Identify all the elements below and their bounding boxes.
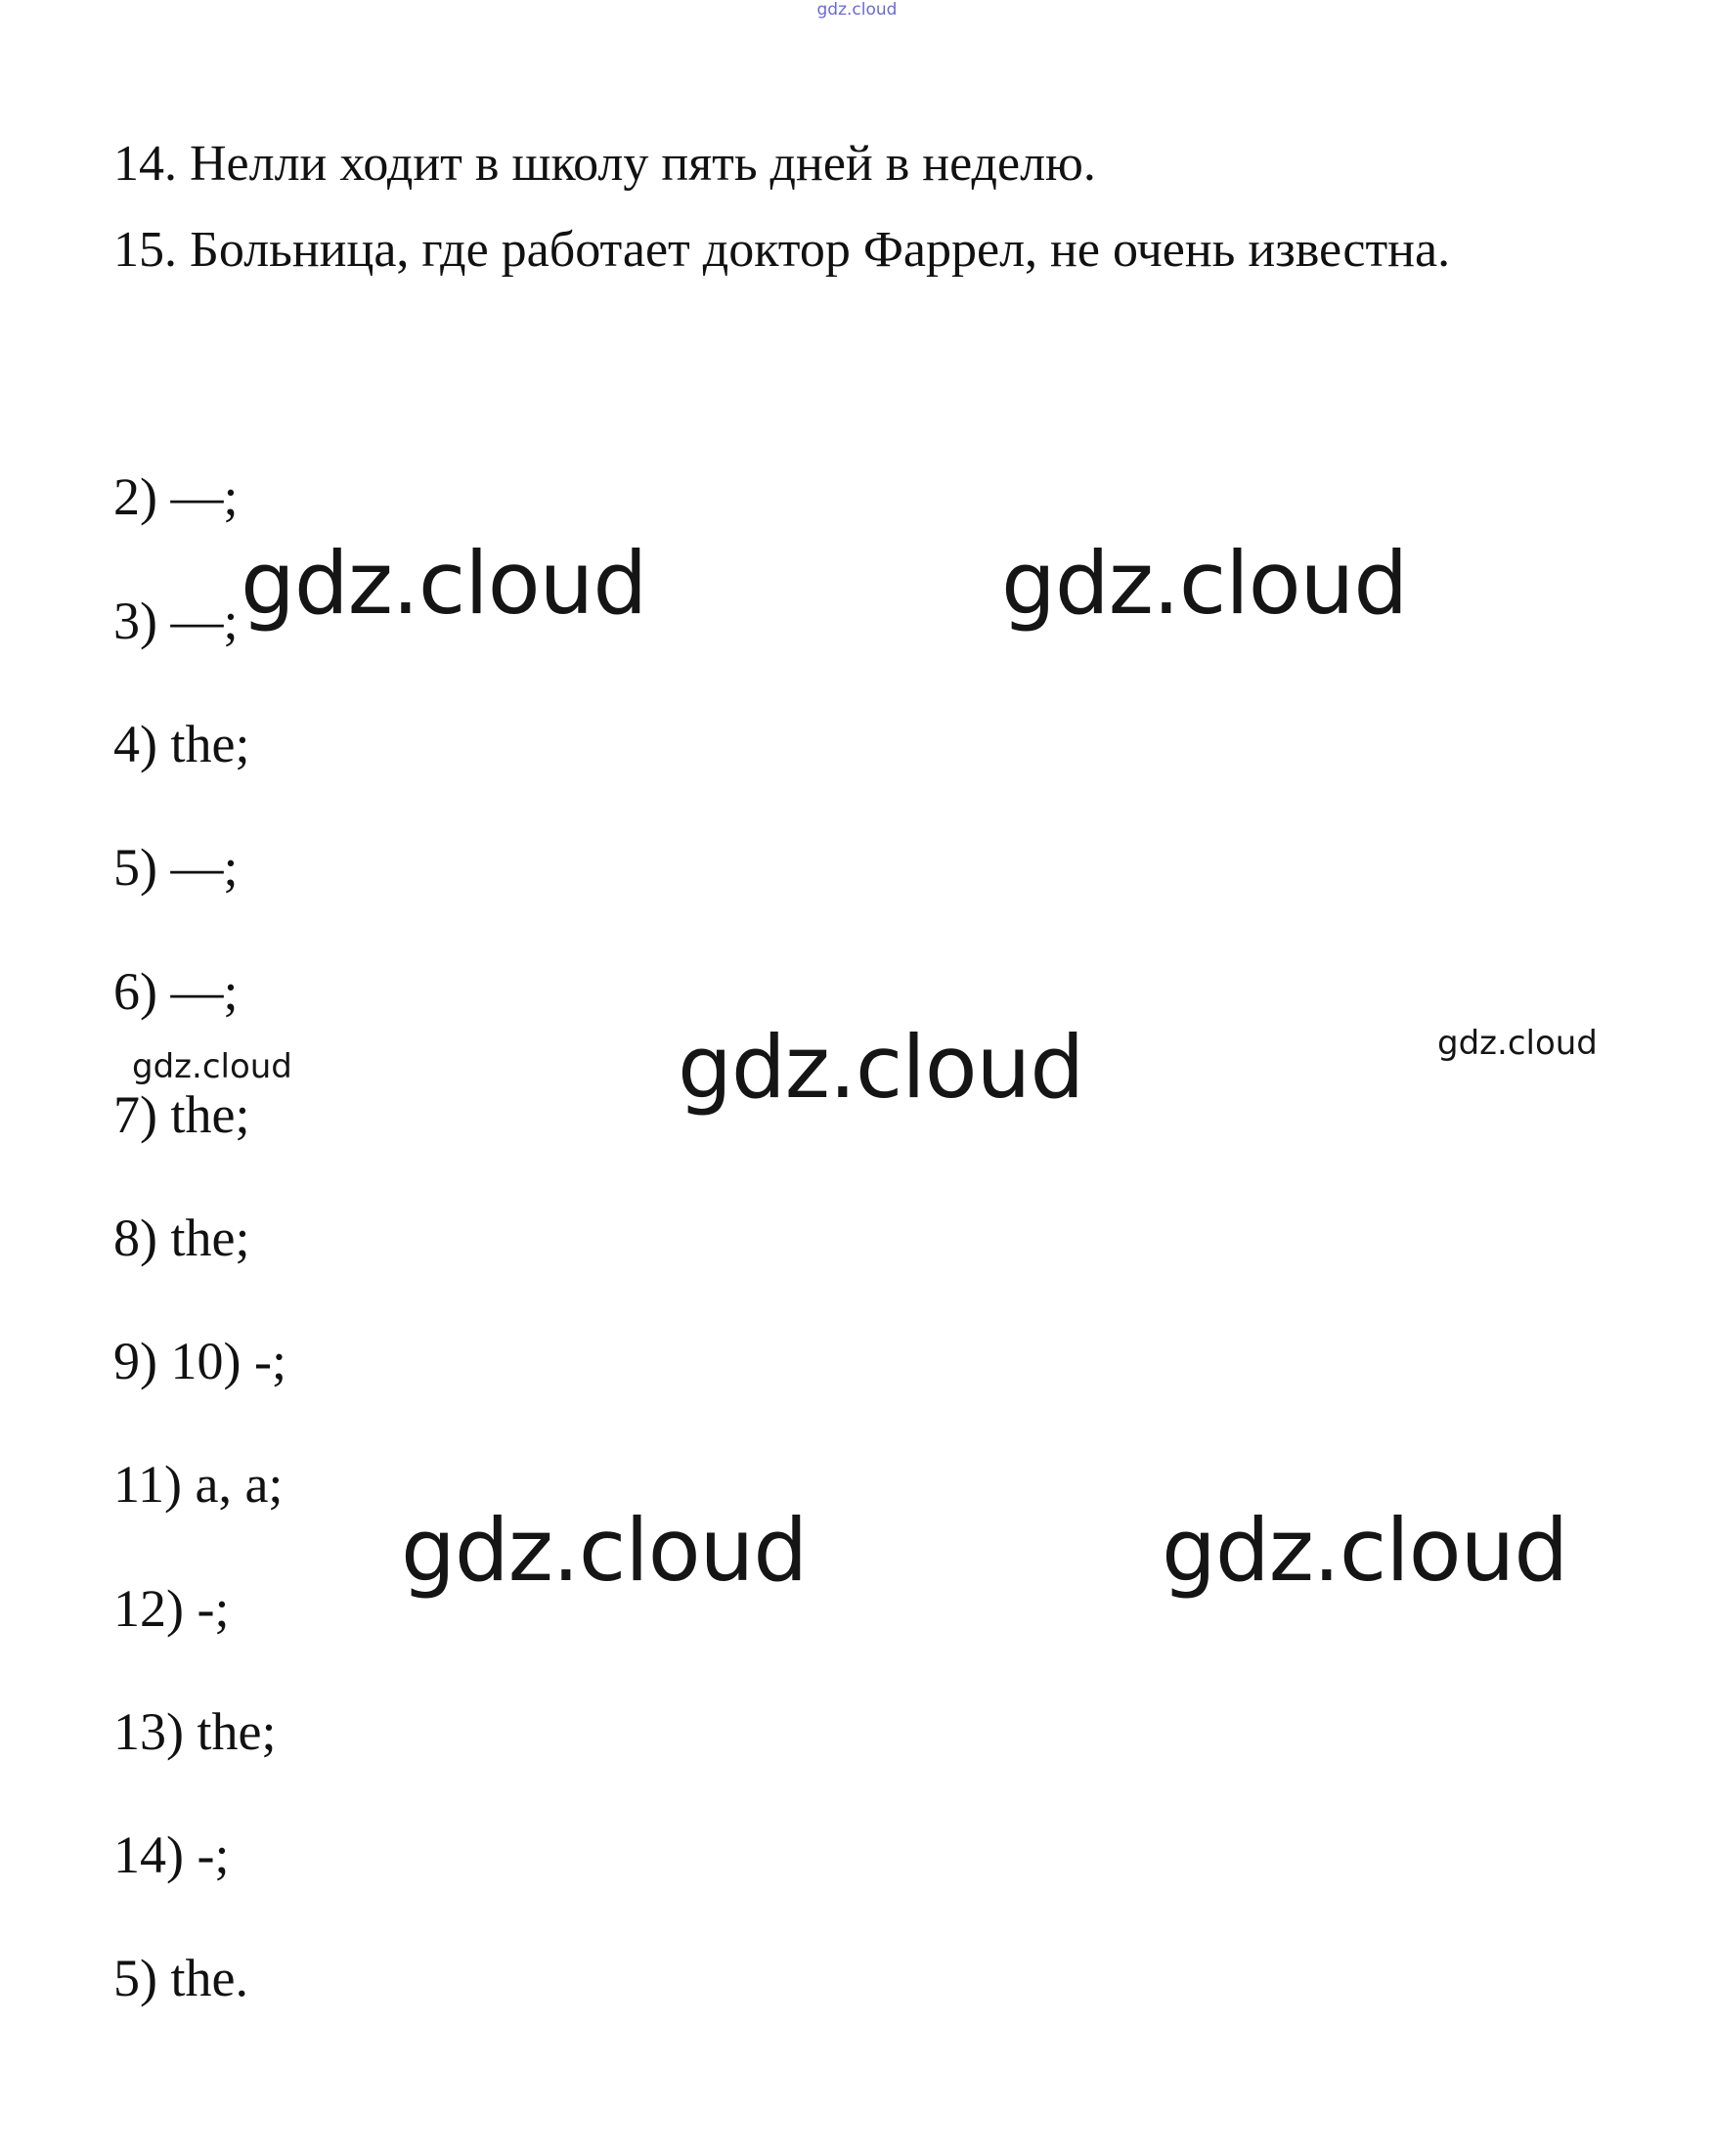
answer-item: 6) —; [113, 962, 239, 1021]
watermark: gdz.cloud [1437, 1024, 1598, 1063]
watermark: gdz.cloud [401, 1500, 808, 1601]
watermark: gdz.cloud [132, 1047, 292, 1086]
answer-item: 4) the; [113, 715, 250, 773]
answer-item: 13) the; [113, 1702, 277, 1761]
translation-line-14: 14. Нелли ходит в школу пять дней в неделю. [113, 136, 1096, 192]
answer-item: 8) the; [113, 1209, 250, 1267]
answer-item: 12) -; [113, 1579, 230, 1638]
translation-line-15: 15. Больница, где работает доктор Фаррел, не очень известна. [113, 222, 1451, 278]
answer-item: 5) —; [113, 838, 239, 897]
answer-item: 11) a, a; [113, 1455, 284, 1514]
answer-item: 2) —; [113, 467, 239, 526]
watermark: gdz.cloud [678, 1017, 1084, 1118]
answer-item: 14) -; [113, 1826, 230, 1884]
watermark: gdz.cloud [1001, 533, 1408, 634]
watermark: gdz.cloud [241, 533, 647, 634]
header-watermark: gdz.cloud [816, 0, 898, 20]
answer-item: 9) 10) -; [113, 1332, 286, 1390]
watermark: gdz.cloud [1162, 1500, 1568, 1601]
answer-item: 7) the; [113, 1085, 250, 1144]
answer-item: 5) the. [113, 1949, 248, 2007]
answer-item: 3) —; [113, 592, 239, 650]
